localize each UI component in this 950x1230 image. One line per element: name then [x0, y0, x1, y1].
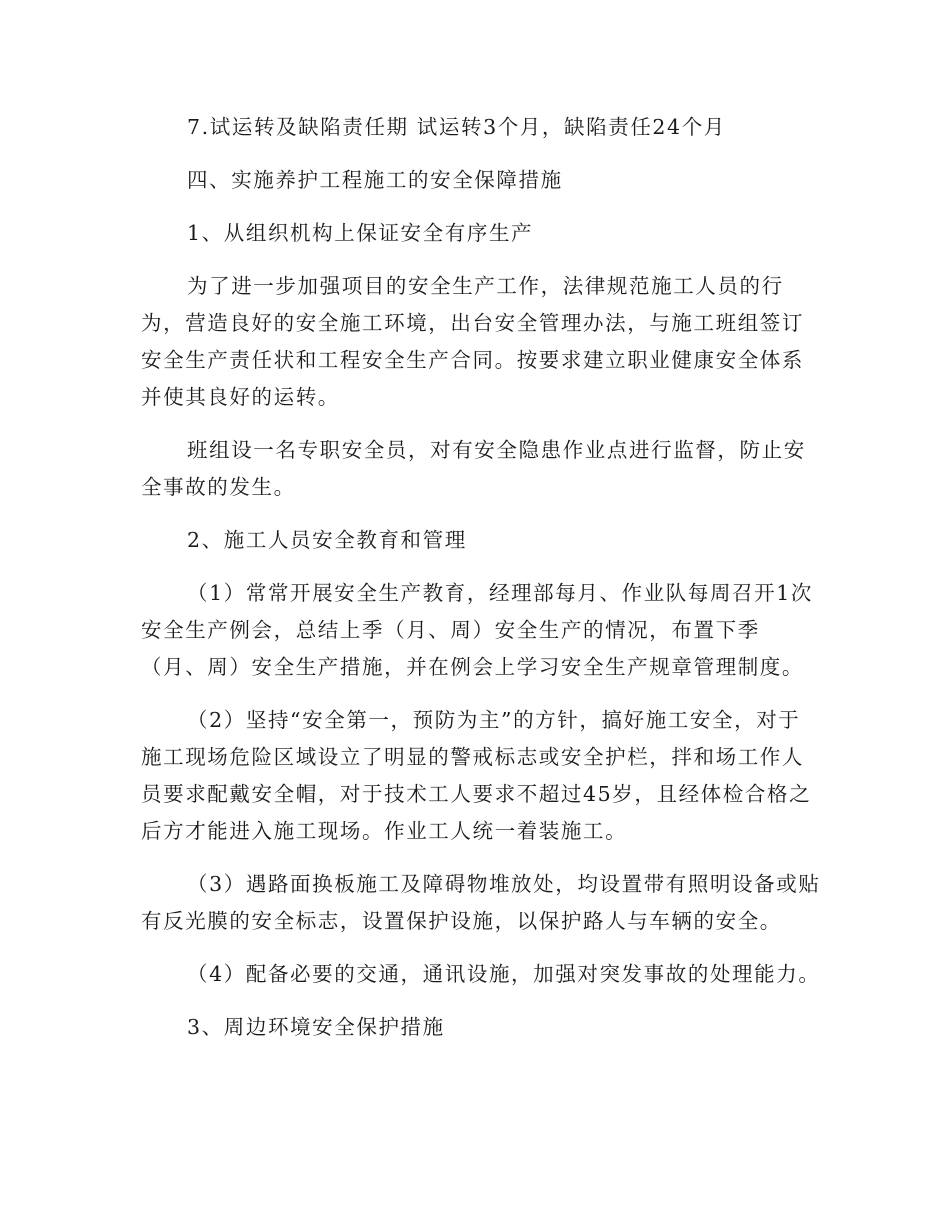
paragraph-line: 施工现场危险区域设立了明显的警戒标志或安全护栏，拌和场工作人	[141, 745, 804, 769]
paragraph-line: （2）坚持“安全第一，预防为主”的方针，搞好施工安全，对于	[187, 708, 801, 732]
paragraph-line: 并使其良好的运转。	[141, 385, 340, 409]
paragraph-line: （3）遇路面换板施工及障碍物堆放处，均设置带有照明设备或贴	[187, 872, 821, 896]
text-line: 7.试运转及缺陷责任期 试运转3个月，缺陷责任24个月	[187, 115, 726, 139]
paragraph-line: 全事故的发生。	[141, 475, 296, 499]
paragraph-line: 班组设一名专职安全员，对有安全隐患作业点进行监督，防止安	[187, 438, 806, 462]
paragraph-line: 员要求配戴安全帽，对于技术工人要求不超过45岁，且经体检合格之	[141, 782, 812, 806]
paragraph-line: （4）配备必要的交通，通讯设施，加强对突发事故的处理能力。	[187, 962, 821, 986]
paragraph-line: 为了进一步加强项目的安全生产工作，法律规范施工人员的行	[187, 274, 784, 298]
paragraph-line: 后方才能进入施工现场。作业工人统一着装施工。	[141, 819, 628, 843]
paragraph-line: （月、周）安全生产措施，并在例会上学习安全生产规章管理制度。	[141, 655, 804, 679]
subsection-heading: 1、从组织机构上保证安全有序生产	[187, 221, 534, 245]
paragraph-line: 安全生产责任状和工程安全生产合同。按要求建立职业健康安全体系	[141, 348, 804, 372]
paragraph-line: （1）常常开展安全生产教育，经理部每月、作业队每周召开1次	[187, 581, 813, 605]
section-heading: 四、实施养护工程施工的安全保障措施	[187, 168, 563, 192]
paragraph-line: 为，营造良好的安全施工环境，出台安全管理办法，与施工班组签订	[141, 311, 804, 335]
paragraph-line: 安全生产例会，总结上季（月、周）安全生产的情况，布置下季	[141, 618, 760, 642]
paragraph-line: 有反光膜的安全标志，设置保护设施，以保护路人与车辆的安全。	[141, 909, 782, 933]
subsection-heading: 2、施工人员安全教育和管理	[187, 528, 467, 552]
subsection-heading: 3、周边环境安全保护措施	[187, 1015, 445, 1039]
